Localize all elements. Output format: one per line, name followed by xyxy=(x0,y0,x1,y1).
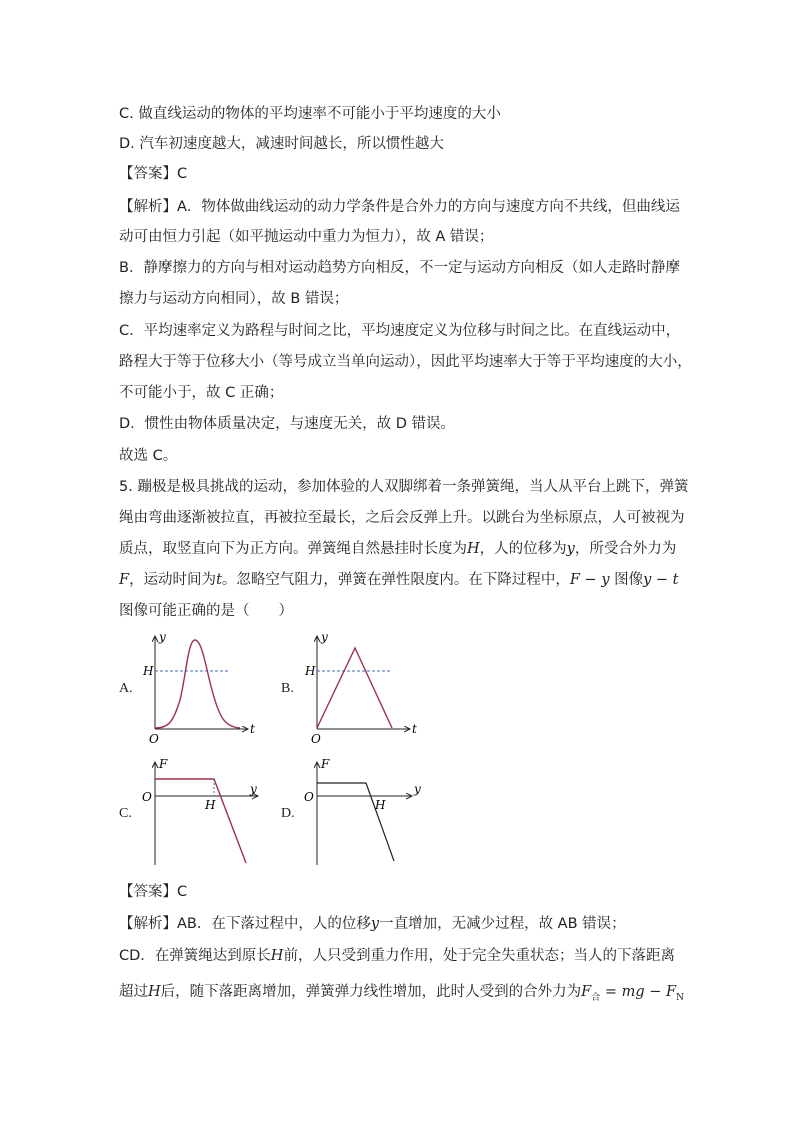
label-O: O xyxy=(304,790,314,804)
question-5-line: 绳由弯曲逐渐被拉直，再被拉至最长，之后会反弹上升。以跳台为坐标原点，人可被视为 xyxy=(119,510,685,526)
label-H: H xyxy=(305,664,316,678)
label-y: y xyxy=(321,630,328,644)
label-O: O xyxy=(311,732,321,746)
question-5-line xyxy=(119,539,676,559)
conclusion-line: 故选 C。 xyxy=(119,448,178,464)
option-a-label: A. xyxy=(119,681,133,696)
option-c-label: C. xyxy=(119,806,132,821)
explanation-line: 擦力与运动方向相同），故 B 错误； xyxy=(119,291,349,307)
var-H: H xyxy=(148,984,161,1000)
solution-line xyxy=(119,914,626,934)
option-c-text: C. 做直线运动的物体的平均速率不可能小于平均速度的大小 xyxy=(119,106,501,122)
graph-c xyxy=(140,757,265,869)
question-5-line: 图像可能正确的是（ ） xyxy=(119,603,293,619)
curve-d xyxy=(317,783,394,861)
explanation-line: 【解析】A．物体做曲线运动的动力学条件是合外力的方向与速度方向不共线，但曲线运 xyxy=(119,199,680,215)
explanation-line: D．惯性由物体质量决定，与速度无关，故 D 错误。 xyxy=(119,416,456,432)
solution-text: 前，人只受到重力作用，处于完全失重状态；当人的下落距离 xyxy=(283,948,675,964)
solution-text: 超过 xyxy=(119,984,148,1000)
var-y: y xyxy=(370,916,380,932)
q5-text: ，人的位移为 xyxy=(479,541,567,557)
solution-text: 后，随下落距离增加，弹簧弹力线性增加，此时人受到的合外力为 xyxy=(160,984,582,1000)
label-H: H xyxy=(375,798,386,812)
label-H: H xyxy=(205,798,216,812)
solution-text: 【解析】AB．在下落过程中，人的位移 xyxy=(119,916,371,932)
graph-d xyxy=(302,757,427,869)
solution-text: 一直增加，无减少过程，故 AB 错误； xyxy=(379,916,626,932)
option-d-label: D. xyxy=(281,806,295,821)
curve-c xyxy=(155,779,246,863)
q5-text: 图像 xyxy=(609,572,644,588)
formula: = mg − F xyxy=(600,984,677,1000)
var-H: H xyxy=(467,541,480,557)
answer-label-1: 【答案】C xyxy=(119,166,188,182)
explanation-line: 路程大于等于位移大小（等号成立当单向运动），因此平均速率大于等于平均速度的大小， xyxy=(119,354,692,370)
explanation-line: 动可由恒力引起（如平抛运动中重力为恒力），故 A 错误； xyxy=(119,229,494,245)
question-5-line xyxy=(119,570,679,590)
label-F: F xyxy=(321,757,330,771)
label-t: t xyxy=(250,722,255,736)
q5-text: 质点，取竖直向下为正方向。弹簧绳自然悬挂时长度为 xyxy=(119,541,467,557)
var-t: t xyxy=(216,572,222,588)
label-y: y xyxy=(250,782,257,796)
label-O: O xyxy=(142,790,152,804)
q5-text: ，所受合外力为 xyxy=(574,541,677,557)
var-F: F xyxy=(581,984,592,1000)
var-y: y xyxy=(566,541,575,557)
explanation-line: 不可能小于，故 C 正确； xyxy=(119,385,284,401)
var-H: H xyxy=(270,948,284,964)
explanation-line: C．平均速率定义为路程与时间之比，平均速度定义为位移与时间之比。在直线运动中， xyxy=(119,323,681,339)
label-H: H xyxy=(143,664,154,678)
label-F: F xyxy=(159,757,168,771)
label-t: t xyxy=(412,722,417,736)
solution-text: CD．在弹簧绳达到原长 xyxy=(119,948,271,964)
q5-text: 。忽略空气阻力，弹簧在弹性限度内。在下降过程中， xyxy=(221,572,570,588)
subscript-he: 合 xyxy=(591,992,601,1003)
graph-a xyxy=(140,628,265,748)
y-t-graph: y − t xyxy=(643,572,679,588)
solution-line xyxy=(119,982,684,1008)
f-y-graph: F − y xyxy=(569,572,610,588)
label-y: y xyxy=(414,782,421,796)
curve-a xyxy=(155,640,240,728)
var-F: F xyxy=(119,572,130,588)
curve-b xyxy=(317,648,392,728)
option-b-label: B. xyxy=(281,681,294,696)
label-y: y xyxy=(159,630,166,644)
solution-line xyxy=(119,946,675,966)
explanation-line: B．静摩擦力的方向与相对运动趋势方向相反，不一定与运动方向相反（如人走路时静摩 xyxy=(119,260,680,276)
label-O: O xyxy=(149,732,159,746)
q5-text: ，运动时间为 xyxy=(129,572,217,588)
option-d-text: D. 汽车初速度越大，减速时间越长，所以惯性越大 xyxy=(119,136,444,152)
answer-label-2: 【答案】C xyxy=(119,884,188,900)
subscript-N: N xyxy=(676,992,684,1003)
question-5-line: 5. 蹦极是极具挑战的运动，参加体验的人双脚绑着一条弹簧绳，当人从平台上跳下，弹簧 xyxy=(119,479,689,495)
graph-b xyxy=(302,628,427,748)
